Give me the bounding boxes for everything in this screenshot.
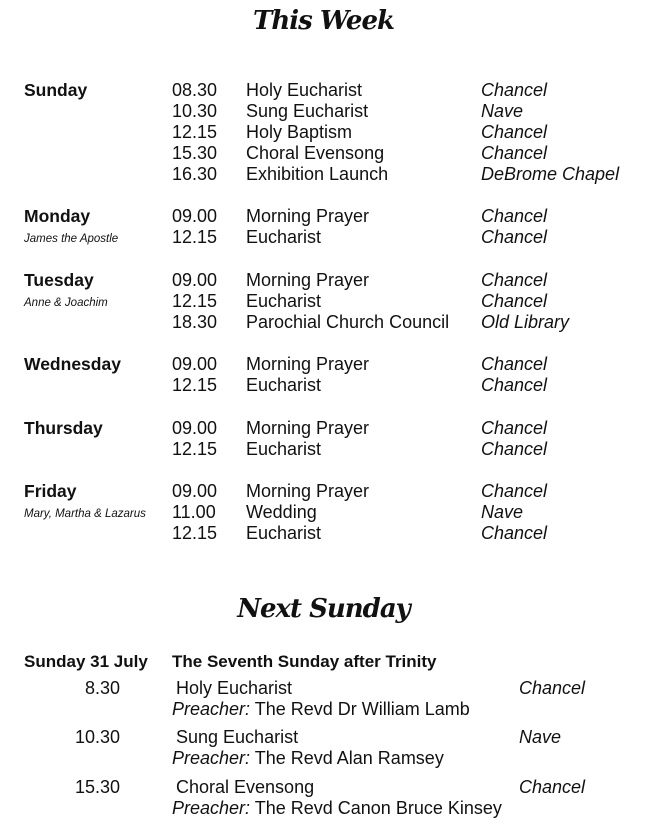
service-time: 15.30: [172, 143, 218, 163]
day-name: Wednesday: [24, 354, 121, 374]
service-location: Chancel: [481, 227, 548, 247]
service-location: Nave: [481, 101, 524, 121]
service-name: Eucharist: [246, 227, 322, 247]
day-name: Friday: [24, 481, 77, 501]
service-name: Sung Eucharist: [246, 101, 369, 121]
day-name: Monday: [24, 206, 91, 226]
service-location: Chancel: [519, 678, 586, 698]
service-time: 12.15: [172, 375, 218, 395]
service-time: 09.00: [172, 354, 218, 374]
this-week-heading: This Week: [253, 6, 394, 36]
preacher-name: The Revd Dr William Lamb: [254, 699, 470, 719]
service-name: Eucharist: [246, 291, 322, 311]
service-name: Sung Eucharist: [176, 727, 299, 747]
service-name: Holy Eucharist: [176, 678, 293, 698]
service-location: Nave: [519, 727, 562, 747]
feast-day-label: Anne & Joachim: [24, 297, 108, 309]
next-sunday-date: Sunday 31 July: [24, 652, 148, 671]
service-time: 10.30: [74, 727, 120, 747]
service-time: 8.30: [84, 678, 120, 698]
service-location: DeBrome Chapel: [481, 164, 620, 184]
service-time: 12.15: [172, 523, 218, 543]
service-name: Morning Prayer: [246, 206, 370, 226]
next-sunday-title: The Seventh Sunday after Trinity: [172, 652, 437, 671]
service-location: Chancel: [481, 80, 548, 100]
preacher-name: The Revd Alan Ramsey: [254, 748, 444, 768]
preacher-label: Preacher:: [172, 748, 251, 768]
service-time: 09.00: [172, 418, 218, 438]
service-time: 09.00: [172, 270, 218, 290]
service-location: Nave: [481, 502, 524, 522]
service-time: 15.30: [74, 777, 120, 797]
preacher-label: Preacher:: [172, 798, 251, 818]
service-name: Wedding: [246, 502, 317, 522]
service-location: Chancel: [481, 481, 548, 501]
service-time: 10.30: [172, 101, 218, 121]
service-location: Chancel: [481, 270, 548, 290]
service-time: 08.30: [172, 80, 218, 100]
service-name: Eucharist: [246, 523, 322, 543]
feast-day-label: Mary, Martha & Lazarus: [24, 508, 146, 520]
service-location: Chancel: [481, 523, 548, 543]
service-time: 12.15: [172, 227, 218, 247]
preacher-line: [172, 798, 502, 819]
service-location: Chancel: [481, 439, 548, 459]
service-name: Exhibition Launch: [246, 164, 389, 184]
day-name: Tuesday: [24, 270, 94, 290]
service-location: Chancel: [481, 291, 548, 311]
service-name: Eucharist: [246, 375, 322, 395]
next-sunday-heading: Next Sunday: [237, 594, 410, 624]
service-location: Chancel: [481, 122, 548, 142]
preacher-name: The Revd Canon Bruce Kinsey: [254, 798, 502, 818]
service-location: Chancel: [481, 375, 548, 395]
service-location: Old Library: [481, 312, 570, 332]
service-time: 12.15: [172, 291, 218, 311]
service-time: 12.15: [172, 439, 218, 459]
preacher-label: Preacher:: [172, 699, 251, 719]
day-name: Thursday: [24, 418, 103, 438]
preacher-line: [172, 748, 444, 769]
day-name: Sunday: [24, 80, 88, 100]
service-location: Chancel: [481, 354, 548, 374]
service-time: 16.30: [172, 164, 218, 184]
service-location: Chancel: [481, 206, 548, 226]
service-time: 11.00: [172, 502, 216, 522]
service-location: Chancel: [481, 143, 548, 163]
service-name: Eucharist: [246, 439, 322, 459]
service-name: Morning Prayer: [246, 354, 370, 374]
service-time: 18.30: [172, 312, 218, 332]
service-time: 09.00: [172, 481, 218, 501]
service-time: 12.15: [172, 122, 218, 142]
service-name: Choral Evensong: [176, 777, 315, 797]
service-name: Choral Evensong: [246, 143, 385, 163]
feast-day-label: James the Apostle: [24, 233, 119, 245]
service-location: Chancel: [481, 418, 548, 438]
preacher-line: [172, 699, 470, 720]
service-name: Holy Eucharist: [246, 80, 363, 100]
service-name: Holy Baptism: [246, 122, 353, 142]
service-name: Parochial Church Council: [246, 312, 450, 332]
service-name: Morning Prayer: [246, 418, 370, 438]
service-location: Chancel: [519, 777, 586, 797]
service-name: Morning Prayer: [246, 270, 370, 290]
service-time: 09.00: [172, 206, 218, 226]
service-name: Morning Prayer: [246, 481, 370, 501]
